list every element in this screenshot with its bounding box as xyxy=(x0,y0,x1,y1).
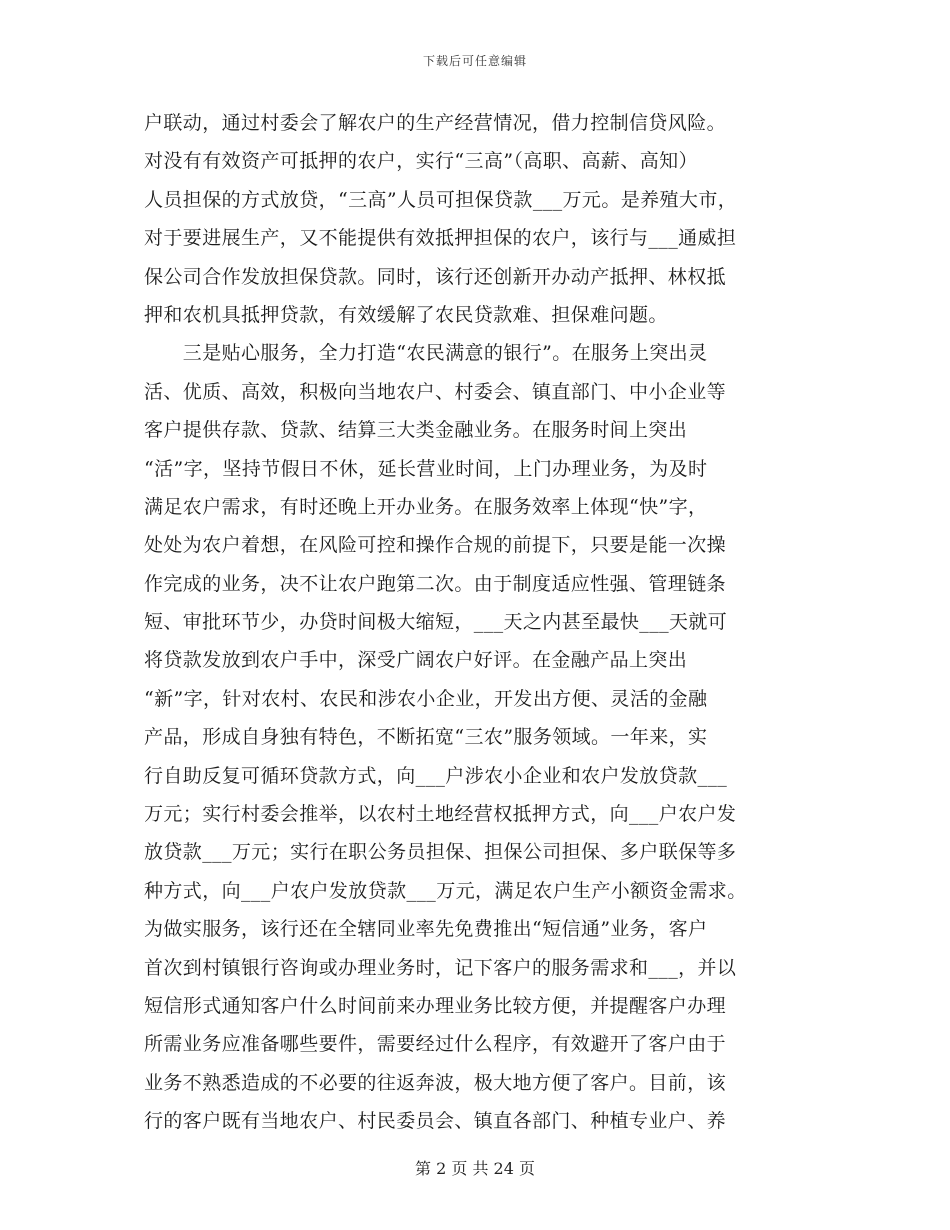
text-line: 短、审批环节少，办贷时间极大缩短，___天之内甚至最快___天就可 xyxy=(144,611,728,634)
text-line: 首次到村镇银行咨询或办理业务时，记下客户的服务需求和___，并以 xyxy=(144,956,737,979)
text-line: 保公司合作发放担保贷款。同时，该行还创新开办动产抵押、林权抵 xyxy=(144,265,727,288)
page-header-note: 下载后可任意编辑 xyxy=(422,54,527,68)
text-line: 客户提供存款、贷款、结算三大类金融业务。在服务时间上突出 xyxy=(144,419,688,442)
text-line: 满足农户需求，有时还晚上开办业务。在服务效率上体现“快”字， xyxy=(144,495,708,518)
text-line: “活”字，坚持节假日不休，延长营业时间，上门办理业务，为及时 xyxy=(144,457,708,480)
text-line: 押和农机具抵押贷款，有效缓解了农民贷款难、担保难问题。 xyxy=(144,303,668,326)
page-number-footer: 第 2 页 共 24 页 xyxy=(415,1159,535,1178)
text-line: 处处为农户着想，在风险可控和操作合规的前提下，只要是能一次操 xyxy=(144,534,727,557)
text-line: 产品，形成自身独有特色，不断拓宽“三农”服务领域。一年来，实 xyxy=(144,726,708,749)
text-line: 所需业务应准备哪些要件，需要经过什么程序，有效避开了客户由于 xyxy=(144,1033,727,1056)
text-line: 活、优质、高效，积极向当地农户、村委会、镇直部门、中小企业等 xyxy=(144,380,727,403)
text-line: 三是贴心服务，全力打造“农民满意的银行”。在服务上突出灵 xyxy=(144,342,708,365)
text-line: “新”字，针对农村、农民和涉农小企业，开发出方便、灵活的金融 xyxy=(144,687,708,710)
text-line: 万元；实行村委会推举，以农村土地经营权抵押方式，向___户农户发 xyxy=(144,803,737,826)
text-line: 对于要进展生产，又不能提供有效抵押担保的农户，该行与___通威担 xyxy=(144,227,737,250)
text-line: 人员担保的方式放贷，“三高”人员可担保贷款___万元。是养殖大市， xyxy=(144,188,738,211)
text-line: 种方式，向___户农户发放贷款___万元，满足农户生产小额资金需求。 xyxy=(144,879,747,902)
text-line: 短信形式通知客户什么时间前来办理业务比较方便，并提醒客户办理 xyxy=(144,994,727,1017)
text-line: 对没有有效资产可抵押的农户，实行“三高”（高职、高薪、高知） xyxy=(144,150,698,173)
text-line: 作完成的业务，决不让农户跑第二次。由于制度适应性强、管理链条 xyxy=(144,572,727,595)
document-body xyxy=(144,104,824,1141)
text-line: 将贷款发放到农户手中，深受广阔农户好评。在金融产品上突出 xyxy=(144,649,688,672)
text-line: 放贷款___万元；实行在职公务员担保、担保公司担保、多户联保等多 xyxy=(144,841,737,864)
text-line: 为做实服务，该行还在全辖同业率先免费推出“短信通”业务，客户 xyxy=(144,918,708,941)
text-line: 行自助反复可循环贷款方式，向___户涉农小企业和农户发放贷款___ xyxy=(144,764,728,787)
text-line: 业务不熟悉造成的不必要的往返奔波，极大地方便了客户。目前，该 xyxy=(144,1071,727,1094)
text-line: 户联动，通过村委会了解农户的生产经营情况，借力控制信贷风险。 xyxy=(144,112,727,134)
text-line: 行的客户既有当地农户、村民委员会、镇直各部门、种植专业户、养 xyxy=(144,1110,727,1133)
